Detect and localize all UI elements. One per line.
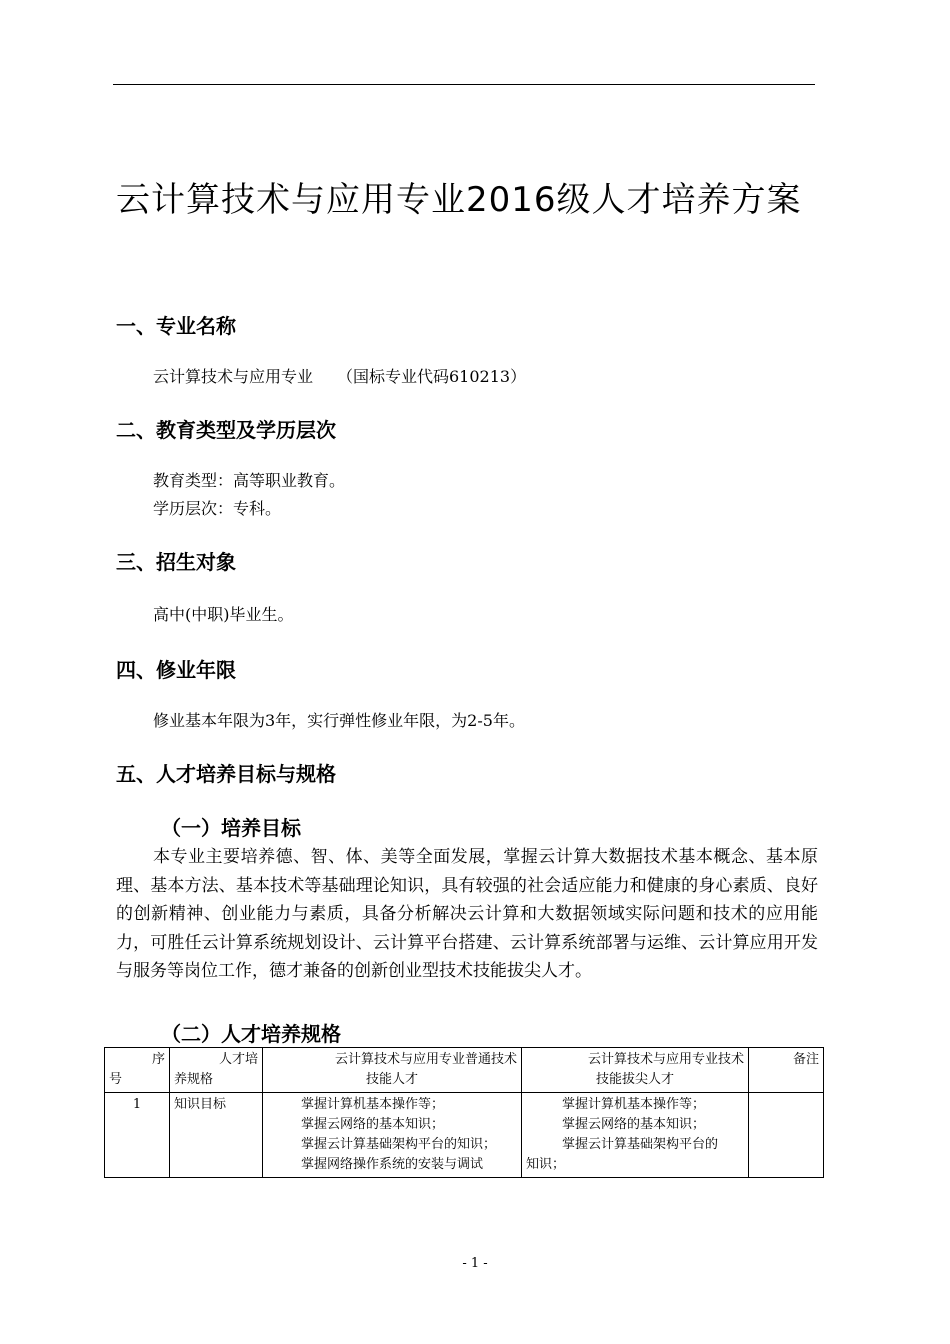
header-rule: [113, 84, 815, 85]
header-cell-note: 备注: [749, 1048, 824, 1093]
section-heading-goals: 五、人才培养目标与规格: [116, 762, 336, 786]
section-heading-duration: 四、修业年限: [116, 658, 236, 682]
header-cell-normal: 云计算技术与应用专业普通技术 技能人才: [263, 1048, 522, 1093]
row-normal-skills: 掌握计算机基本操作等； 掌握云网络的基本知识； 掌握云计算基础架构平台的知识； 掌握网络操作系统的安装与调试: [263, 1093, 522, 1178]
page-number: - 1 -: [462, 1256, 488, 1271]
education-type-text: 教育类型：高等职业教育。: [153, 471, 346, 490]
major-name-text: 云计算技术与应用专业 （国标专业代码610213）: [153, 367, 527, 386]
table-header-row: [105, 1048, 824, 1093]
subsection-heading-training-spec: （二）人才培养规格: [161, 1022, 341, 1046]
duration-text: 修业基本年限为3年，实行弹性修业年限，为2-5年。: [153, 711, 525, 730]
header-cell-top: 云计算技术与应用专业技术 技能拔尖人才: [522, 1048, 749, 1093]
education-level-text: 学历层次：专科。: [153, 499, 282, 518]
table-row: [105, 1093, 824, 1178]
row-number: 1: [105, 1093, 170, 1178]
section-heading-major-name: 一、专业名称: [116, 314, 236, 338]
training-goal-paragraph: 本专业主要培养德、智、体、美等全面发展，掌握云计算大数据技术基本概念、基本原理、基本方法、基本技术等基础理论知识，具有较强的社会适应能力和健康的身心素质、良好的创新精神、创业能力与素质，具备分析解决云计算和大数据领域实际问题和技术的应用能力，可胜任云计算系统规划设计、云计算平台搭建、云计算系统部署与运维、云计算应用开发与服务等岗位工作，德才兼备的创新创业型技术技能拔尖人才。: [116, 847, 818, 981]
document-title: 云计算技术与应用专业2016级人才培养方案: [116, 180, 802, 220]
row-spec: 知识目标: [170, 1093, 263, 1178]
section-heading-enrollment: 三、招生对象: [116, 550, 236, 574]
training-spec-table: [104, 1047, 824, 1178]
row-note: [749, 1093, 824, 1178]
section-heading-education-type: 二、教育类型及学历层次: [116, 418, 336, 442]
row-top-skills: 掌握计算机基本操作等； 掌握云网络的基本知识； 掌握云计算基础架构平台的 知识；: [522, 1093, 749, 1178]
header-cell-no: 序 号: [105, 1048, 170, 1093]
enrollment-text: 高中(中职)毕业生。: [153, 605, 294, 624]
header-cell-spec: 人才培 养规格: [170, 1048, 263, 1093]
subsection-heading-training-goal: （一）培养目标: [161, 816, 301, 840]
